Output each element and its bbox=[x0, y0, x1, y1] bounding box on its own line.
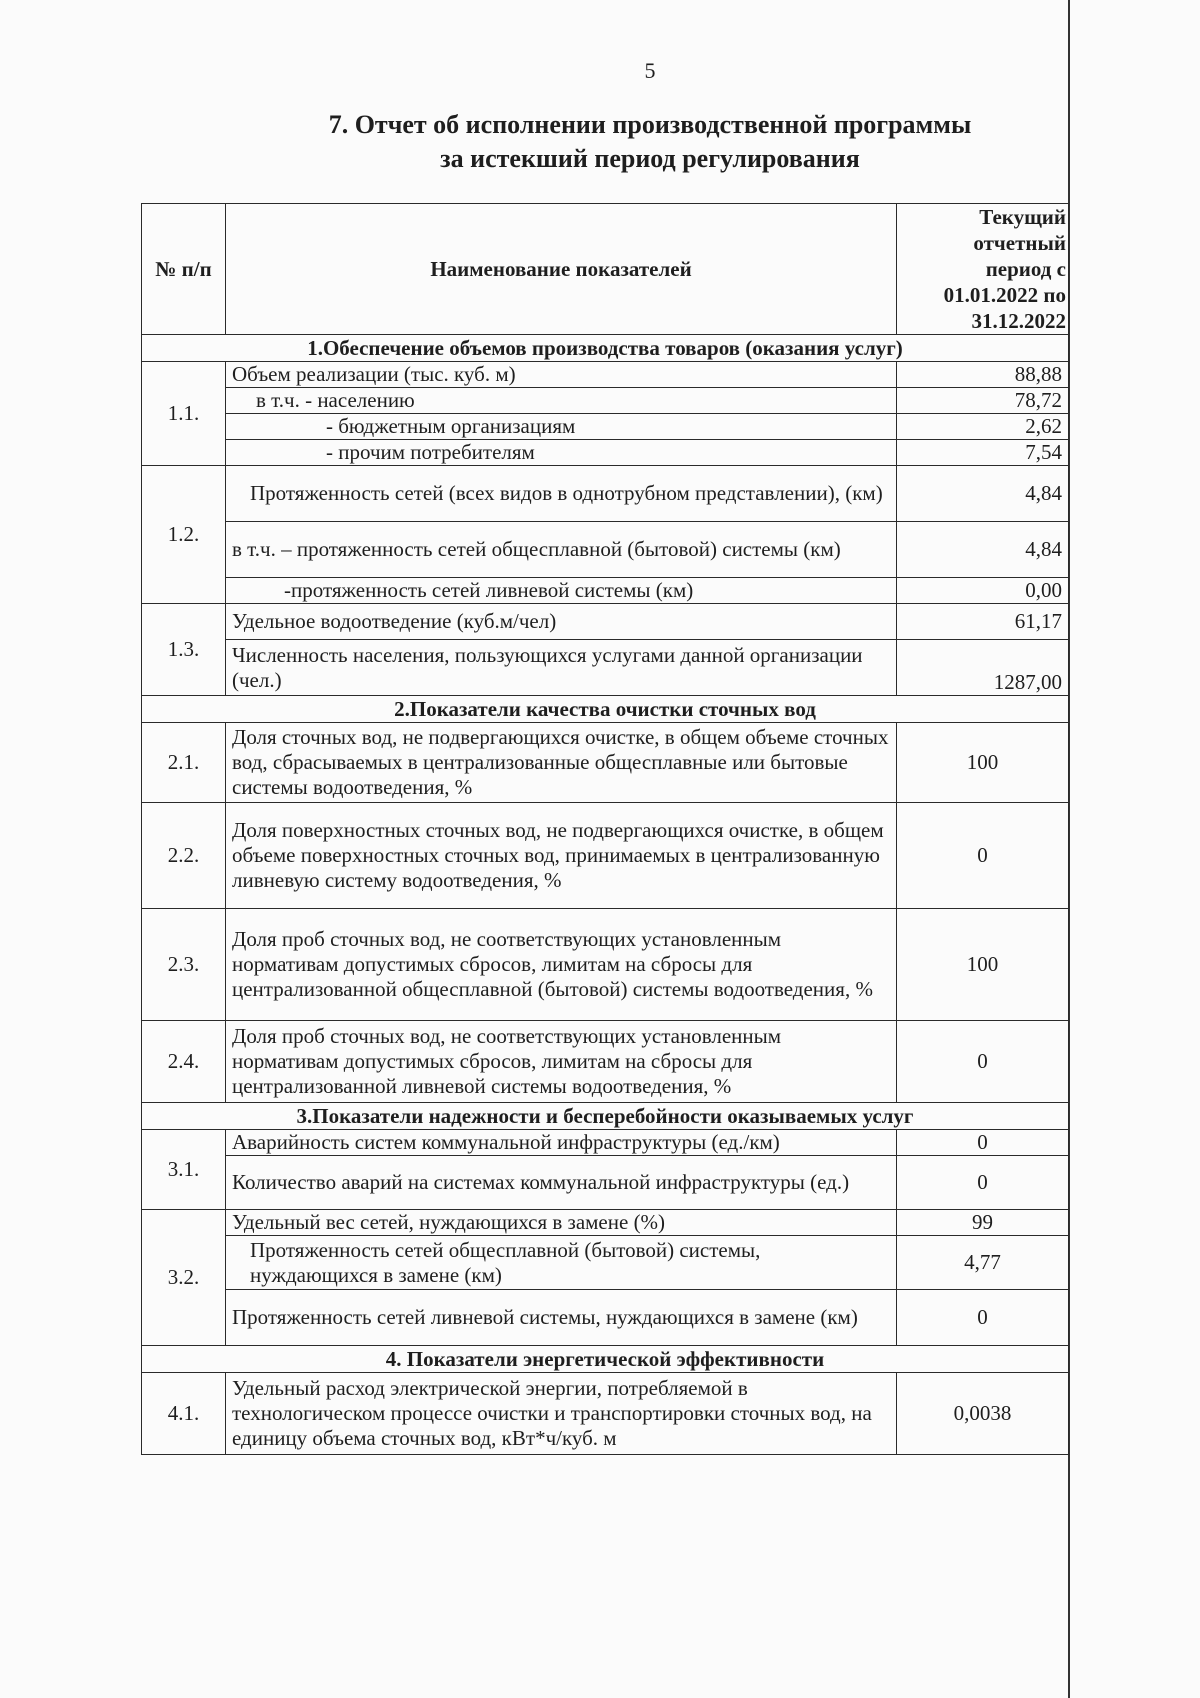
row-name: Доля сточных вод, не подвергающихся очистке, в общем объеме сточных вод, сбрасываемых в централизованные общесплавные или бытовые системы водоотведения, % bbox=[226, 723, 897, 803]
table-row bbox=[142, 803, 1069, 909]
row-num: 2.4. bbox=[142, 1021, 226, 1103]
row-name: Аварийность систем коммунальной инфраструктуры (ед./км) bbox=[226, 1130, 897, 1156]
table-row bbox=[142, 578, 1069, 604]
row-value: 0 bbox=[897, 1290, 1069, 1346]
row-name: Протяженность сетей ливневой системы, нуждающихся в замене (км) bbox=[226, 1290, 897, 1346]
row-name: в т.ч. – протяженность сетей общесплавной (бытовой) системы (км) bbox=[226, 522, 897, 578]
table-row bbox=[142, 414, 1069, 440]
row-name: Удельное водоотведение (куб.м/чел) bbox=[226, 604, 897, 640]
row-value: 4,84 bbox=[897, 466, 1069, 522]
table-row bbox=[142, 909, 1069, 1021]
table-row bbox=[142, 1236, 1069, 1290]
header-name: Наименование показателей bbox=[226, 204, 897, 335]
row-value: 100 bbox=[897, 723, 1069, 803]
row-num: 3.1. bbox=[142, 1130, 226, 1210]
table-row bbox=[142, 1130, 1069, 1156]
row-value: 88,88 bbox=[897, 362, 1069, 388]
row-name: Доля проб сточных вод, не соответствующих установленным нормативам допустимых сбросов, лимитам на сбросы для централизованной ливневой системы водоотведения, % bbox=[226, 1021, 897, 1103]
row-name: - бюджетным организациям bbox=[226, 414, 897, 440]
row-value: 61,17 bbox=[897, 604, 1069, 640]
row-value: 0 bbox=[897, 1021, 1069, 1103]
row-name: Удельный вес сетей, нуждающихся в замене (%) bbox=[226, 1210, 897, 1236]
row-name: в т.ч. - населению bbox=[226, 388, 897, 414]
table-row bbox=[142, 604, 1069, 640]
row-num: 3.2. bbox=[142, 1210, 226, 1346]
row-name: Доля поверхностных сточных вод, не подвергающихся очистке, в общем объеме поверхностных сточных вод, принимаемых в централизованную ливневую систему водоотведения, % bbox=[226, 803, 897, 909]
table-row bbox=[142, 1290, 1069, 1346]
row-value: 4,84 bbox=[897, 522, 1069, 578]
row-value: 100 bbox=[897, 909, 1069, 1021]
row-name: Удельный расход электрической энергии, потребляемой в технологическом процессе очистки и транспортировки сточных вод, на единицу объема сточных вод, кВт*ч/куб. м bbox=[226, 1373, 897, 1455]
row-num: 4.1. bbox=[142, 1373, 226, 1455]
header-num: № п/п bbox=[142, 204, 226, 335]
row-num: 1.2. bbox=[142, 466, 226, 604]
section-heading: 1.Обеспечение объемов производства товаров (оказания услуг) bbox=[142, 335, 1069, 362]
row-value: 0 bbox=[897, 1130, 1069, 1156]
row-name: Протяженность сетей общесплавной (бытовой) системы, нуждающихся в замене (км) bbox=[226, 1236, 897, 1290]
table-row bbox=[142, 440, 1069, 466]
table-row bbox=[142, 362, 1069, 388]
row-num: 1.3. bbox=[142, 604, 226, 696]
title-line-1: 7. Отчет об исполнении производственной программы bbox=[328, 110, 972, 139]
table-row bbox=[142, 388, 1069, 414]
table-row bbox=[142, 1021, 1069, 1103]
row-value: 0 bbox=[897, 1156, 1069, 1210]
page-number: 5 bbox=[644, 58, 656, 83]
report-table bbox=[141, 203, 1069, 1455]
row-name: Количество аварий на системах коммунальной инфраструктуры (ед.) bbox=[226, 1156, 897, 1210]
row-name: -протяженность сетей ливневой системы (км) bbox=[226, 578, 897, 604]
row-value: 78,72 bbox=[897, 388, 1069, 414]
row-value: 99 bbox=[897, 1210, 1069, 1236]
row-name: Объем реализации (тыс. куб. м) bbox=[226, 362, 897, 388]
row-num: 2.2. bbox=[142, 803, 226, 909]
row-name: - прочим потребителям bbox=[226, 440, 897, 466]
row-name: Численность населения, пользующихся услугами данной организации (чел.) bbox=[226, 640, 897, 696]
row-name: Доля проб сточных вод, не соответствующих установленным нормативам допустимых сбросов, лимитам на сбросы для централизованной общесплавной (бытовой) системы водоотведения, % bbox=[226, 909, 897, 1021]
table-row bbox=[142, 1210, 1069, 1236]
row-value: 0,00 bbox=[897, 578, 1069, 604]
section-heading: 2.Показатели качества очистки сточных вод bbox=[142, 696, 1069, 723]
section-heading: 4. Показатели энергетической эффективности bbox=[142, 1346, 1069, 1373]
table-row bbox=[142, 640, 1069, 696]
row-name: Протяженность сетей (всех видов в однотрубном представлении), (км) bbox=[226, 466, 897, 522]
row-num: 1.1. bbox=[142, 362, 226, 466]
table-header-row bbox=[142, 204, 1069, 335]
row-value: 1287,00 bbox=[897, 640, 1069, 696]
header-period: Текущий отчетный период с 01.01.2022 по 31.12.2022 bbox=[897, 204, 1069, 335]
row-value: 2,62 bbox=[897, 414, 1069, 440]
row-value: 0 bbox=[897, 803, 1069, 909]
section-heading: 3.Показатели надежности и бесперебойности оказываемых услуг bbox=[142, 1103, 1069, 1130]
row-num: 2.1. bbox=[142, 723, 226, 803]
row-value: 4,77 bbox=[897, 1236, 1069, 1290]
title-line-2: за истекший период регулирования bbox=[440, 144, 860, 173]
row-num: 2.3. bbox=[142, 909, 226, 1021]
table-row bbox=[142, 522, 1069, 578]
page-title bbox=[0, 108, 1200, 176]
table-row bbox=[142, 466, 1069, 522]
table-row bbox=[142, 1156, 1069, 1210]
table-row bbox=[142, 723, 1069, 803]
row-value: 7,54 bbox=[897, 440, 1069, 466]
row-value: 0,0038 bbox=[897, 1373, 1069, 1455]
table-row bbox=[142, 1373, 1069, 1455]
